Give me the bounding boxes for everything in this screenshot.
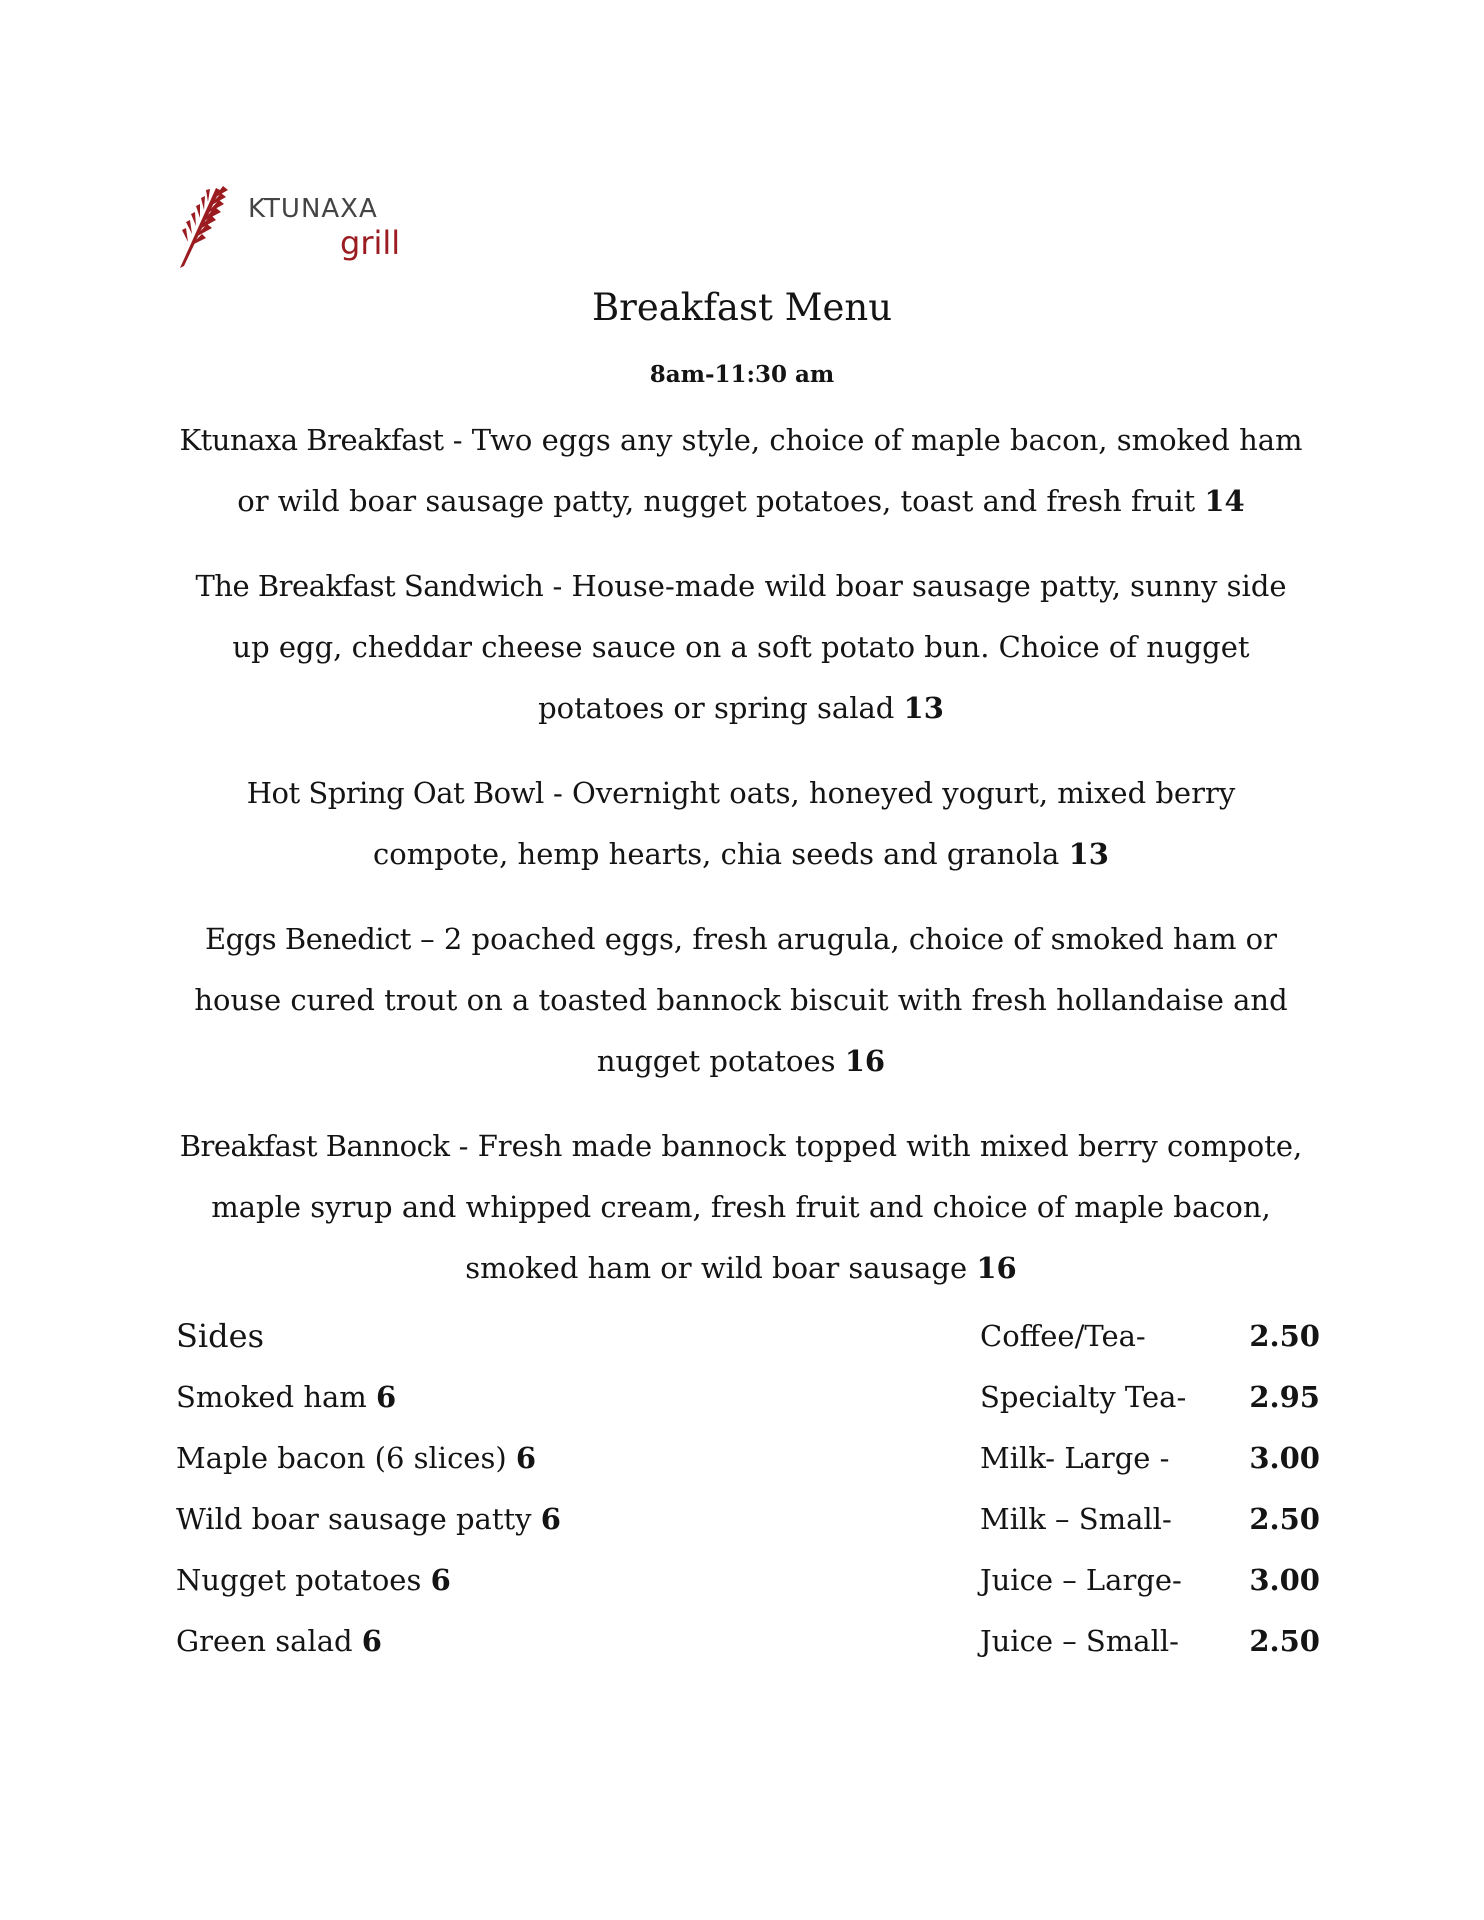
drink-item xyxy=(980,1489,1320,1550)
item-price: 16 xyxy=(844,1044,886,1078)
side-item xyxy=(176,1489,736,1550)
item-separator: - xyxy=(543,569,572,603)
menu-item xyxy=(176,556,1306,739)
drink-name: Juice – Small- xyxy=(980,1624,1179,1658)
drink-price: 2.95 xyxy=(1249,1380,1320,1414)
item-price: 16 xyxy=(976,1251,1017,1285)
menu-items xyxy=(176,410,1306,1323)
item-description: Two eggs any style, choice of maple bacon, smoked ham or wild boar sausage patty, nugget potatoes, toast and fresh fruit xyxy=(237,423,1303,518)
side-item-price: 6 xyxy=(361,1624,382,1658)
item-name: The Breakfast Sandwich xyxy=(195,569,544,603)
feather-logo-icon xyxy=(176,180,236,270)
sides-heading: Sides xyxy=(176,1317,264,1355)
item-separator: – xyxy=(410,922,444,956)
drink-item xyxy=(980,1611,1320,1672)
side-item-name: Nugget potatoes xyxy=(176,1563,422,1597)
drink-price: 2.50 xyxy=(1249,1502,1320,1536)
drink-price: 2.50 xyxy=(1249,1319,1320,1353)
side-item-price: 6 xyxy=(430,1563,451,1597)
drink-price: 3.00 xyxy=(1249,1441,1320,1475)
menu-item xyxy=(176,763,1306,885)
sides-section xyxy=(176,1306,736,1672)
drink-name: Juice – Large- xyxy=(980,1563,1182,1597)
side-item-name: Smoked ham xyxy=(176,1380,367,1414)
service-hours: 8am-11:30 am xyxy=(649,361,835,388)
item-price: 14 xyxy=(1204,484,1245,518)
side-item-price: 6 xyxy=(540,1502,561,1536)
item-name: Eggs Benedict xyxy=(204,922,411,956)
item-separator: - xyxy=(443,423,472,457)
item-name: Breakfast Bannock xyxy=(179,1129,450,1163)
restaurant-logo xyxy=(176,180,416,270)
side-item xyxy=(176,1611,736,1672)
menu-title: Breakfast Menu xyxy=(591,286,893,329)
side-item-name: Green salad xyxy=(176,1624,353,1658)
drink-item xyxy=(980,1367,1320,1428)
item-description: Overnight oats, honeyed yogurt, mixed berry compote, hemp hearts, chia seeds and granola xyxy=(373,776,1236,871)
item-price: 13 xyxy=(1068,837,1109,871)
drink-name: Coffee/Tea- xyxy=(980,1319,1146,1353)
item-description: House-made wild boar sausage patty, sunny side up egg, cheddar cheese sauce on a soft potato bun. Choice of nugget potatoes or spring salad xyxy=(232,569,1287,725)
side-item-name: Wild boar sausage patty xyxy=(176,1502,532,1536)
drink-item xyxy=(980,1550,1320,1611)
drink-name: Specialty Tea- xyxy=(980,1380,1187,1414)
item-price: 13 xyxy=(903,691,944,725)
side-item xyxy=(176,1367,736,1428)
item-name: Ktunaxa Breakfast xyxy=(179,423,444,457)
drink-name: Milk- Large - xyxy=(980,1441,1170,1475)
menu-item xyxy=(176,410,1306,532)
side-item xyxy=(176,1428,736,1489)
item-name: Hot Spring Oat Bowl xyxy=(246,776,544,810)
side-item-name: Maple bacon (6 slices) xyxy=(176,1441,507,1475)
drink-price: 2.50 xyxy=(1249,1624,1320,1658)
drink-name: Milk – Small- xyxy=(980,1502,1172,1536)
menu-item xyxy=(176,909,1306,1092)
menu-item xyxy=(176,1116,1306,1299)
side-item-price: 6 xyxy=(515,1441,537,1475)
logo-wordmark-grill: grill xyxy=(340,224,401,262)
item-description: Fresh made bannock topped with mixed berry compote, maple syrup and whipped cream, fresh fruit and choice of maple bacon, smoked ham or wild boar sausage xyxy=(211,1129,1303,1285)
side-item-price: 6 xyxy=(376,1380,397,1414)
drink-item xyxy=(980,1428,1320,1489)
item-description: 2 poached eggs, fresh arugula, choice of smoked ham or house cured trout on a toasted bannock biscuit with fresh hollandaise and nugget potatoes xyxy=(194,922,1288,1078)
drink-item xyxy=(980,1306,1320,1367)
drinks-section xyxy=(980,1306,1320,1672)
side-item xyxy=(176,1550,736,1611)
item-separator: - xyxy=(449,1129,478,1163)
logo-wordmark-ktunaxa: KTUNAXA xyxy=(248,194,378,224)
item-separator: - xyxy=(543,776,572,810)
drink-price: 3.00 xyxy=(1249,1563,1320,1597)
